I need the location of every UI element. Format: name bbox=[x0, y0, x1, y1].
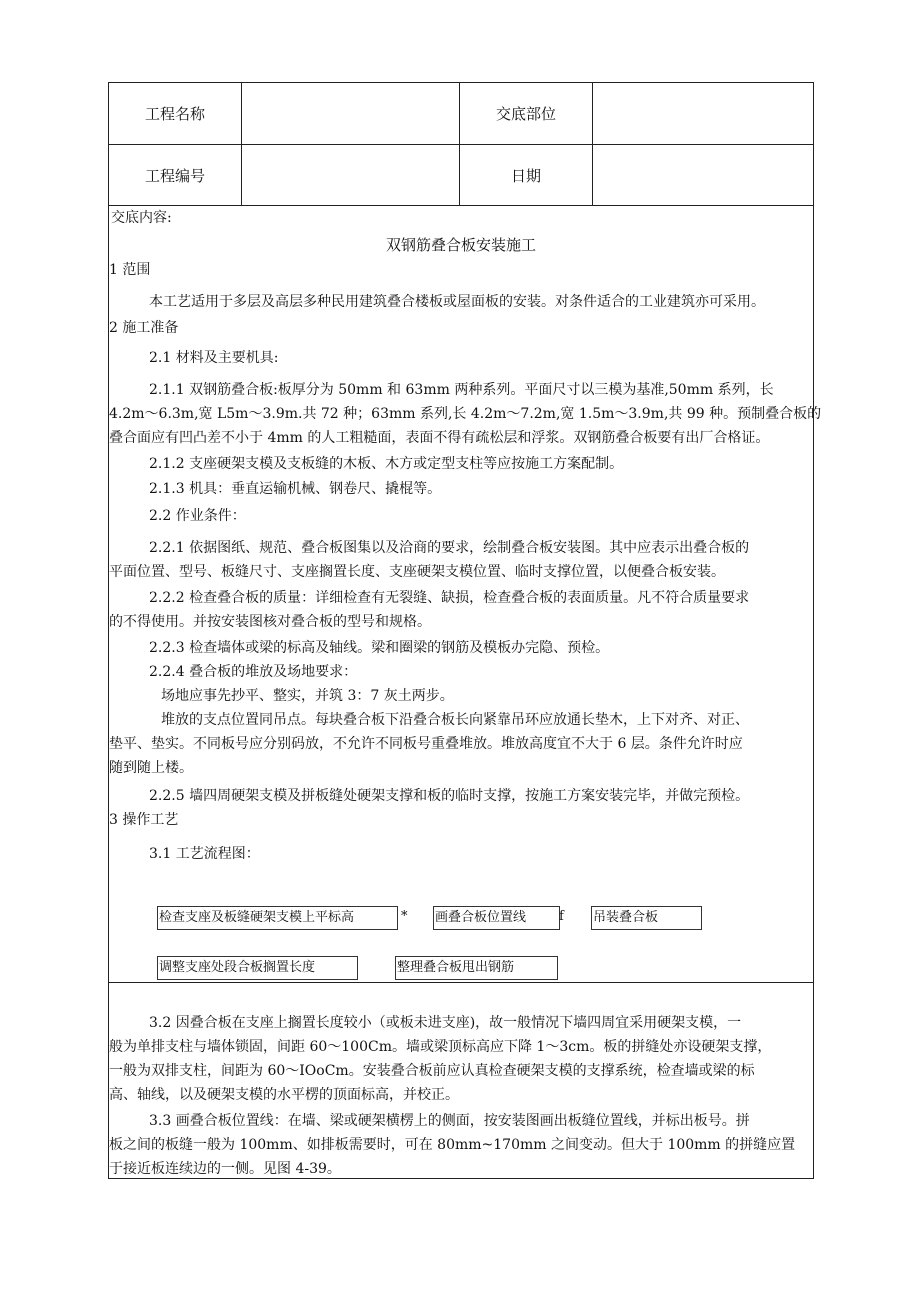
text-line: 平面位置、型号、板缝尺寸、支座搁置长度、支座硬架支模位置、临时支撑位置，以便叠合板安装。 bbox=[109, 564, 725, 580]
text-line: 堆放的支点位置同吊点。每块叠合板下沿叠合板长向紧靠吊环应放通长垫木，上下对齐、对正、 bbox=[161, 712, 749, 728]
date-field[interactable] bbox=[593, 145, 813, 205]
text-line: 2.2 作业条件： bbox=[149, 508, 246, 524]
text-line: 2.1 材料及主要机具: bbox=[149, 350, 279, 366]
content-section-continued bbox=[109, 983, 813, 1178]
text-line: 2.2.3 检查墙体或梁的标高及轴线。梁和圈梁的钢筋及模板办完隐、预检。 bbox=[149, 640, 610, 656]
header-row-1 bbox=[109, 83, 813, 145]
text-line: 4.2m～6.3m,宽 L5m～3.9m.共 72 种；63mm 系列,长 4.2m～7.2m,宽 1.5m～3.9m,共 99 种。预制叠合板的 bbox=[109, 406, 822, 422]
doc-title: 双钢筋叠合板安装施工 bbox=[385, 236, 536, 254]
text-line: 板之间的板缝一般为 100mm、如排板需要时，可在 80mm~170mm 之间变动。但大于 100mm 的拼缝应置 bbox=[109, 1137, 796, 1153]
flow-arrow-icon: f bbox=[559, 909, 564, 924]
text-line: 垫平、垫实。不同板号应分别码放，不允许不同板号重叠堆放。堆放高度宜不大于 6 层。条件允许时应 bbox=[109, 736, 743, 752]
project-no-label: 工程编号 bbox=[109, 145, 242, 205]
text-line: 叠合面应有凹凸差不小于 4mm 的人工粗糙面，表面不得有疏松层和浮浆。双钢筋叠合板要有出厂合格证。 bbox=[109, 430, 770, 446]
text-line: 3.2 因叠合板在支座上搁置长度较小（或板未进支座)，故一般情况下墙四周宜采用硬架支模，一 bbox=[149, 1015, 742, 1031]
part-label: 交底部位 bbox=[460, 83, 593, 144]
text-line: 于接近板连续边的一侧。见图 4-39。 bbox=[109, 1161, 341, 1177]
text-line: 3.1 工艺流程图： bbox=[149, 846, 260, 862]
header-row-2 bbox=[109, 145, 813, 206]
project-name-label: 工程名称 bbox=[109, 83, 242, 144]
text-line: 的不得使用。并按安装图核对叠合板的型号和规格。 bbox=[109, 614, 431, 630]
flow-step-hoist: 吊装叠合板 bbox=[591, 906, 702, 930]
project-no-field[interactable] bbox=[242, 145, 460, 205]
flow-step-check-support: 检查支座及板缝硬架支模上平标高 bbox=[157, 906, 398, 930]
handover-form bbox=[108, 82, 822, 1179]
text-line: 3.3 画叠合板位置线：在墙、梁或硬架横楞上的侧面，按安装图画出板缝位置线，并标出板号。拼 bbox=[149, 1113, 750, 1129]
text-line: 本工艺适用于多层及高层多种民用建筑叠合楼板或屋面板的安装。对条件适合的工业建筑亦可采用。 bbox=[149, 294, 765, 310]
text-line: 2.2.1 依据图纸、规范、叠合板图集以及洽商的要求，绘制叠合板安装图。其中应表示出叠合板的 bbox=[149, 540, 750, 556]
flow-step-tidy-rebar: 整理叠合板甩出钢筋 bbox=[395, 956, 558, 980]
text-line: 2.1.2 支座硬架支模及支板缝的木板、木方或定型支柱等应按施工方案配制。 bbox=[149, 456, 624, 472]
text-line: 2.2.5 墙四周硬架支模及拼板缝处硬架支撑和板的临时支撑，按施工方案安装完毕，并做完预检。 bbox=[149, 788, 750, 804]
date-label: 日期 bbox=[460, 145, 593, 205]
text-line: 2.2.4 叠合板的堆放及场地要求： bbox=[149, 664, 358, 680]
project-name-field[interactable] bbox=[242, 83, 460, 144]
content-intro: 交底内容: bbox=[111, 210, 172, 226]
content-section bbox=[109, 206, 822, 983]
text-line: 1 范围 bbox=[109, 262, 151, 278]
text-line: 2.2.2 检查叠合板的质量：详细检查有无裂缝、缺损，检查叠合板的表面质量。凡不符合质量要求 bbox=[149, 590, 750, 606]
text-line: 场地应事先抄平、整实，并筑 3：7 灰土两步。 bbox=[161, 688, 454, 704]
text-line: 一般为双排支柱，间距为 60～IOoCm。安装叠合板前应认真检查硬架支模的支撑系统，检查墙或梁的标 bbox=[109, 1063, 755, 1079]
flow-step-adjust: 调整支座处段合板搁置长度 bbox=[157, 956, 358, 980]
text-line: 2.1.1 双钢筋叠合板:板厚分为 50mm 和 63mm 两种系列。平面尺寸以三模为基准,50mm 系列，长 bbox=[149, 382, 774, 398]
text-line: 2 施工准备 bbox=[109, 320, 179, 336]
text-line: 般为单排支柱与墙体锁固，间距 60～100Cm。墙或梁顶标高应下降 1～3cm。板的拼缝处亦设硬架支撑， bbox=[109, 1039, 772, 1055]
flow-arrow-icon: * bbox=[401, 909, 408, 924]
part-field[interactable] bbox=[593, 83, 813, 144]
text-line: 高、轴线，以及硬架支模的水平楞的顶面标高，并校正。 bbox=[109, 1087, 459, 1103]
text-line: 3 操作工艺 bbox=[109, 812, 179, 828]
text-line: 2.1.3 机具：垂直运输机械、钢卷尺、撬棍等。 bbox=[149, 481, 442, 497]
text-line: 随到随上楼。 bbox=[109, 760, 193, 776]
flow-step-draw-position: 画叠合板位置线 bbox=[433, 906, 560, 930]
